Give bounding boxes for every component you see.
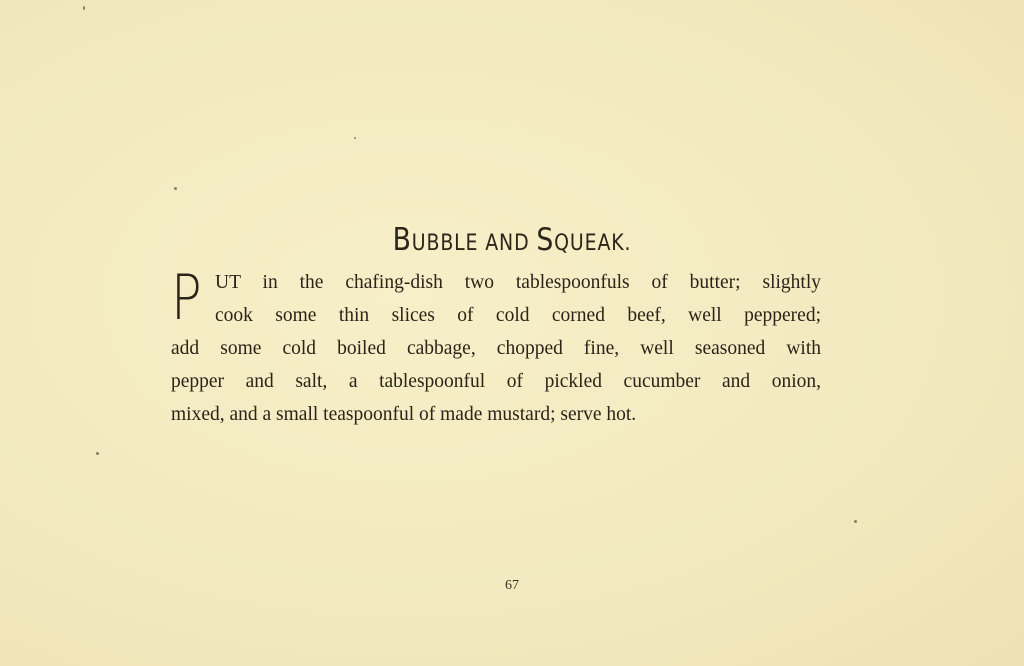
paper-speck [83, 6, 85, 10]
paper-speck [354, 137, 356, 139]
paper-speck [854, 520, 857, 523]
title-text-ubble-and: UBBLE AND [411, 231, 537, 256]
recipe-title [72, 222, 953, 258]
recipe-line-5: mixed, and a small teaspoonful of made mustard; serve hot. [171, 404, 637, 425]
recipe-line-3: add some cold boiled cabbage, chopped fine, well seasoned with [171, 338, 821, 359]
title-initial-s: S [536, 222, 555, 258]
recipe-line-1: UT in the chafing-dish two tablespoonfuls of butter; slightly [215, 272, 821, 293]
paper-speck [174, 187, 177, 190]
title-text-queak: QUEAK. [554, 231, 632, 256]
recipe-line-4: pepper and salt, a tablespoonful of pickled cucumber and onion, [171, 371, 821, 392]
title-initial-b: B [392, 222, 412, 258]
recipe-body [171, 261, 821, 431]
paper-speck [96, 452, 99, 455]
page-number: 67 [505, 578, 519, 593]
drop-cap: P [171, 261, 202, 334]
recipe-line-2: cook some thin slices of cold corned beef, well peppered; [215, 305, 821, 326]
